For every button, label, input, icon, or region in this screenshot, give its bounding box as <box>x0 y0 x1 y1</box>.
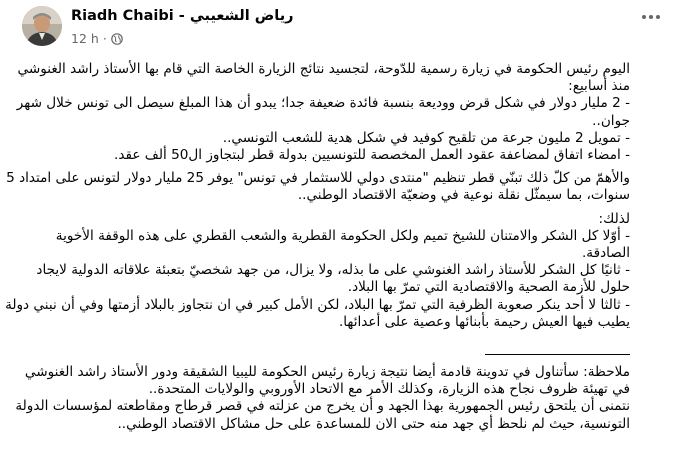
author-avatar[interactable] <box>22 6 62 46</box>
post-line: - تمويل 2 مليون جرعة من تلقيح كوفيد في شكل هدية للشعب التونسي.. <box>222 129 630 146</box>
post-line: جوان.. <box>592 112 630 129</box>
globe-icon <box>111 33 123 45</box>
divider-line <box>485 354 630 355</box>
post-line: الصادقة. <box>581 245 630 262</box>
post-time[interactable]: 12 h <box>71 31 99 46</box>
more-options-icon[interactable] <box>636 8 666 26</box>
note-line: في تهيئة ظروف نجاح هذه الزيارة، وكذلك الأمر مع الاتحاد الأوروبي والولايات المتحدة.. <box>148 381 630 398</box>
post-line: - امضاء اتفاق لمضاعفة عقود العمل المخصصة للتونسيين بدولة قطر لبتجاوز ال50 ألف عقد. <box>114 147 630 164</box>
post-line: سنوات، بما سيمثّل نقلة نوعية في وضعيّة الاقتصاد الوطني.. <box>297 187 630 204</box>
post-note <box>15 364 630 433</box>
post-line: - ثالثا لا أحد ينكر صعوبة الظرفية التي تمرّ بها البلاد، لكن الأمل كبير في ان نتجاوز بالبلاد أزمتها وفي أن نبني دولة <box>5 296 630 313</box>
post-line: - ثانيًا كل الشكر للأستاذ راشد الغنوشي على ما بذله، ولا يزال، من جهد شخصيّ بتعبئة علاقاته الدولية لايجاد <box>36 262 630 279</box>
meta-separator: · <box>102 31 107 46</box>
post-line: حلول للأزمة الصحية والاقتصادية التي تمرّ بها البلاد. <box>347 279 630 296</box>
post-header <box>0 0 675 54</box>
author-name[interactable]: Riadh Chaibi - رياض الشعيبي <box>71 8 294 24</box>
note-line: التونسية، حيث لم نلحظ أي جهد منه حتى الان للمساعدة على حل مشاكل الاقتصاد الوطني.. <box>117 415 630 432</box>
note-line: ملاحظة: سأتناول في تدوينة قادمة أيضا نتيجة زيارة رئيس الحكومة لليبيا الشقيقة ودور الأستاذ راشد الغنوشي <box>24 364 630 380</box>
post-line: لذلك: <box>598 210 630 227</box>
avatar-image <box>22 6 62 46</box>
note-line: نتمنى أن يلتحق رئيس الجمهورية بهذا الجهد و أن يخرج من عزلته في قصر قرطاج ومقاطعته لمؤسسات الدولة <box>15 398 630 415</box>
post-line: يطيب فيها العيش رحيمة بأبنائها وعصية على أعدائها. <box>338 313 630 330</box>
post-line: - 2 مليار دولار في شكل قرض ووديعة بنسبة فائدة ضعيفة جدا؛ يبدو أن هذا المبلغ سيصل الى تونس خلال شهر <box>16 95 630 112</box>
post-meta <box>71 31 123 46</box>
post-line: - أوّلا كل الشكر والامتنان للشيخ تميم ولكل الحكومة القطرية والشعب القطري على هذه الوقفة الأخوية <box>55 227 630 244</box>
post-body <box>5 61 630 331</box>
post-line: والأهمّ من كلّ ذلك تبنّي قطر تنظيم "منتدى دولي للاستثمار في تونس" يوفر 25 مليار دولار لتونس على امتداد 5 <box>6 170 630 187</box>
post-line: منذ أسابيع: <box>568 78 630 95</box>
post-line: اليوم رئيس الحكومة في زيارة رسمية للدّوحة، لتجسيد نتائج الزيارة الخاصة التي قام بها الأستاذ راشد الغنوشي <box>17 61 630 77</box>
